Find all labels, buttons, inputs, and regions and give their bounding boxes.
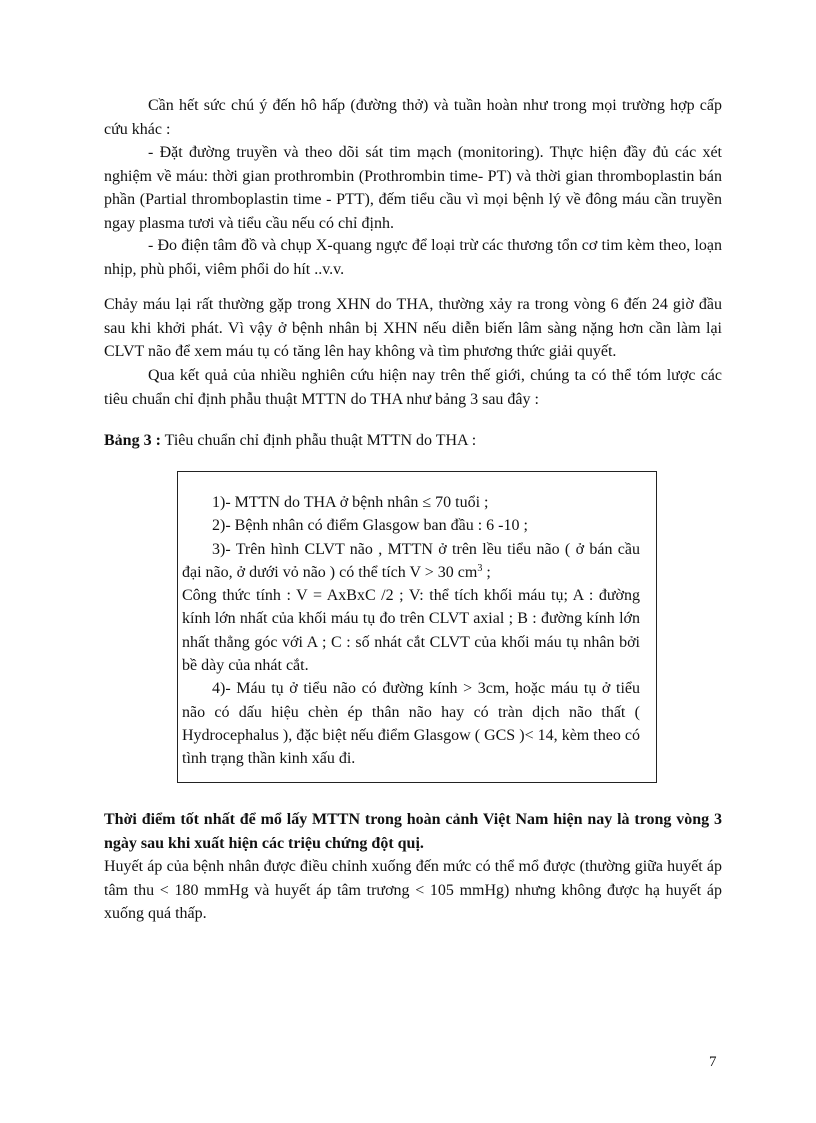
blood-pressure-paragraph: Huyết áp của bệnh nhân được điều chỉnh xuống đến mức có thể mổ được (thường giữa huyết áp tâm thu < 180 mmHg và huyết áp tâm trương < 105 mmHg) nhưng không được hạ huyết áp xuống quá thấp. [104, 858, 722, 922]
criteria-table-content [182, 491, 640, 771]
volume-formula: Công thức tính : V = AxBxC /2 ; V: thể tích khối máu tụ; A : đường kính lớn nhất của khối máu tụ đo trên CLVT axial ; B : đường kính lớn nhất thẳng góc với A ; C : số nhát cắt CLVT của khối máu tụ nhân bởi bề dày của nhát cắt. [182, 587, 640, 675]
criterion-3-text: 3)- Trên hình CLVT não , MTTN ở trên lều tiểu não ( ở bán cầu đại não, ở dưới vỏ não ) có thể tích V > 30 cm [182, 540, 640, 581]
table-caption [104, 430, 476, 452]
criterion-3 [182, 538, 640, 585]
criterion-4: 4)- Máu tụ ở tiểu não có đường kính > 3cm, hoặc máu tụ ở tiểu não có dấu hiệu chèn ép thân não hay có tràn dịch não thất ( Hydrocephalus ), đặc biệt nếu điểm Glasgow ( GCS )< 14, kèm theo có tình trạng thần kinh xấu đi. [182, 680, 640, 768]
criterion-2: 2)- Bệnh nhân có điểm Glasgow ban đầu : 6 -10 ; [212, 517, 528, 535]
page-number: 7 [709, 1054, 717, 1070]
intro-paragraph-1: Cần hết sức chú ý đến hô hấp (đường thở) và tuần hoàn như trong mọi trường hợp cấp cứu khác : [104, 97, 722, 138]
criteria-table [177, 471, 657, 783]
intro-paragraph-3: - Đo điện tâm đồ và chụp X-quang ngực để loại trừ các thương tổn cơ tim kèm theo, loạn nhịp, phù phổi, viêm phổi do hít ..v.v. [104, 237, 722, 278]
criterion-3-end: ; [482, 563, 491, 581]
table-caption-label: Bảng 3 : [104, 432, 161, 449]
table-caption-text: Tiêu chuẩn chỉ định phẫu thuật MTTN do THA : [160, 432, 477, 449]
summary-paragraph: Qua kết quả của nhiều nghiên cứu hiện nay trên thế giới, chúng ta có thể tóm lược các tiêu chuẩn chỉ định phẫu thuật MTTN do THA như bảng 3 sau đây : [104, 367, 722, 408]
rebleed-paragraph: Chảy máu lại rất thường gặp trong XHN do THA, thường xảy ra trong vòng 6 đến 24 giờ đầu sau khi khởi phát. Vì vậy ở bệnh nhân bị XHN nếu diễn biến lâm sàng nặng hơn cần làm lại CLVT não để xem máu tụ có tăng lên hay không và tìm phương thức giải quyết. [104, 296, 722, 360]
criterion-1: 1)- MTTN do THA ở bệnh nhân ≤ 70 tuổi ; [212, 494, 489, 511]
best-timing-statement: Thời điểm tốt nhất để mổ lấy MTTN trong hoàn cảnh Việt Nam hiện nay là trong vòng 3 ngày sau khi xuất hiện các triệu chứng đột quị. [104, 811, 722, 852]
intro-paragraph-2: - Đặt đường truyền và theo dõi sát tim mạch (monitoring). Thực hiện đầy đủ các xét nghiệm về máu: thời gian prothrombin (Prothrombin time- PT) và thời gian thromboplastin bán phần (Partial thromboplastin time - PTT), đếm tiểu cầu vì mọi bệnh lý về đông máu cần truyền ngay plasma tươi và tiểu cầu nếu có chỉ định. [104, 144, 722, 232]
cubic-superscript: 3 [477, 562, 483, 574]
